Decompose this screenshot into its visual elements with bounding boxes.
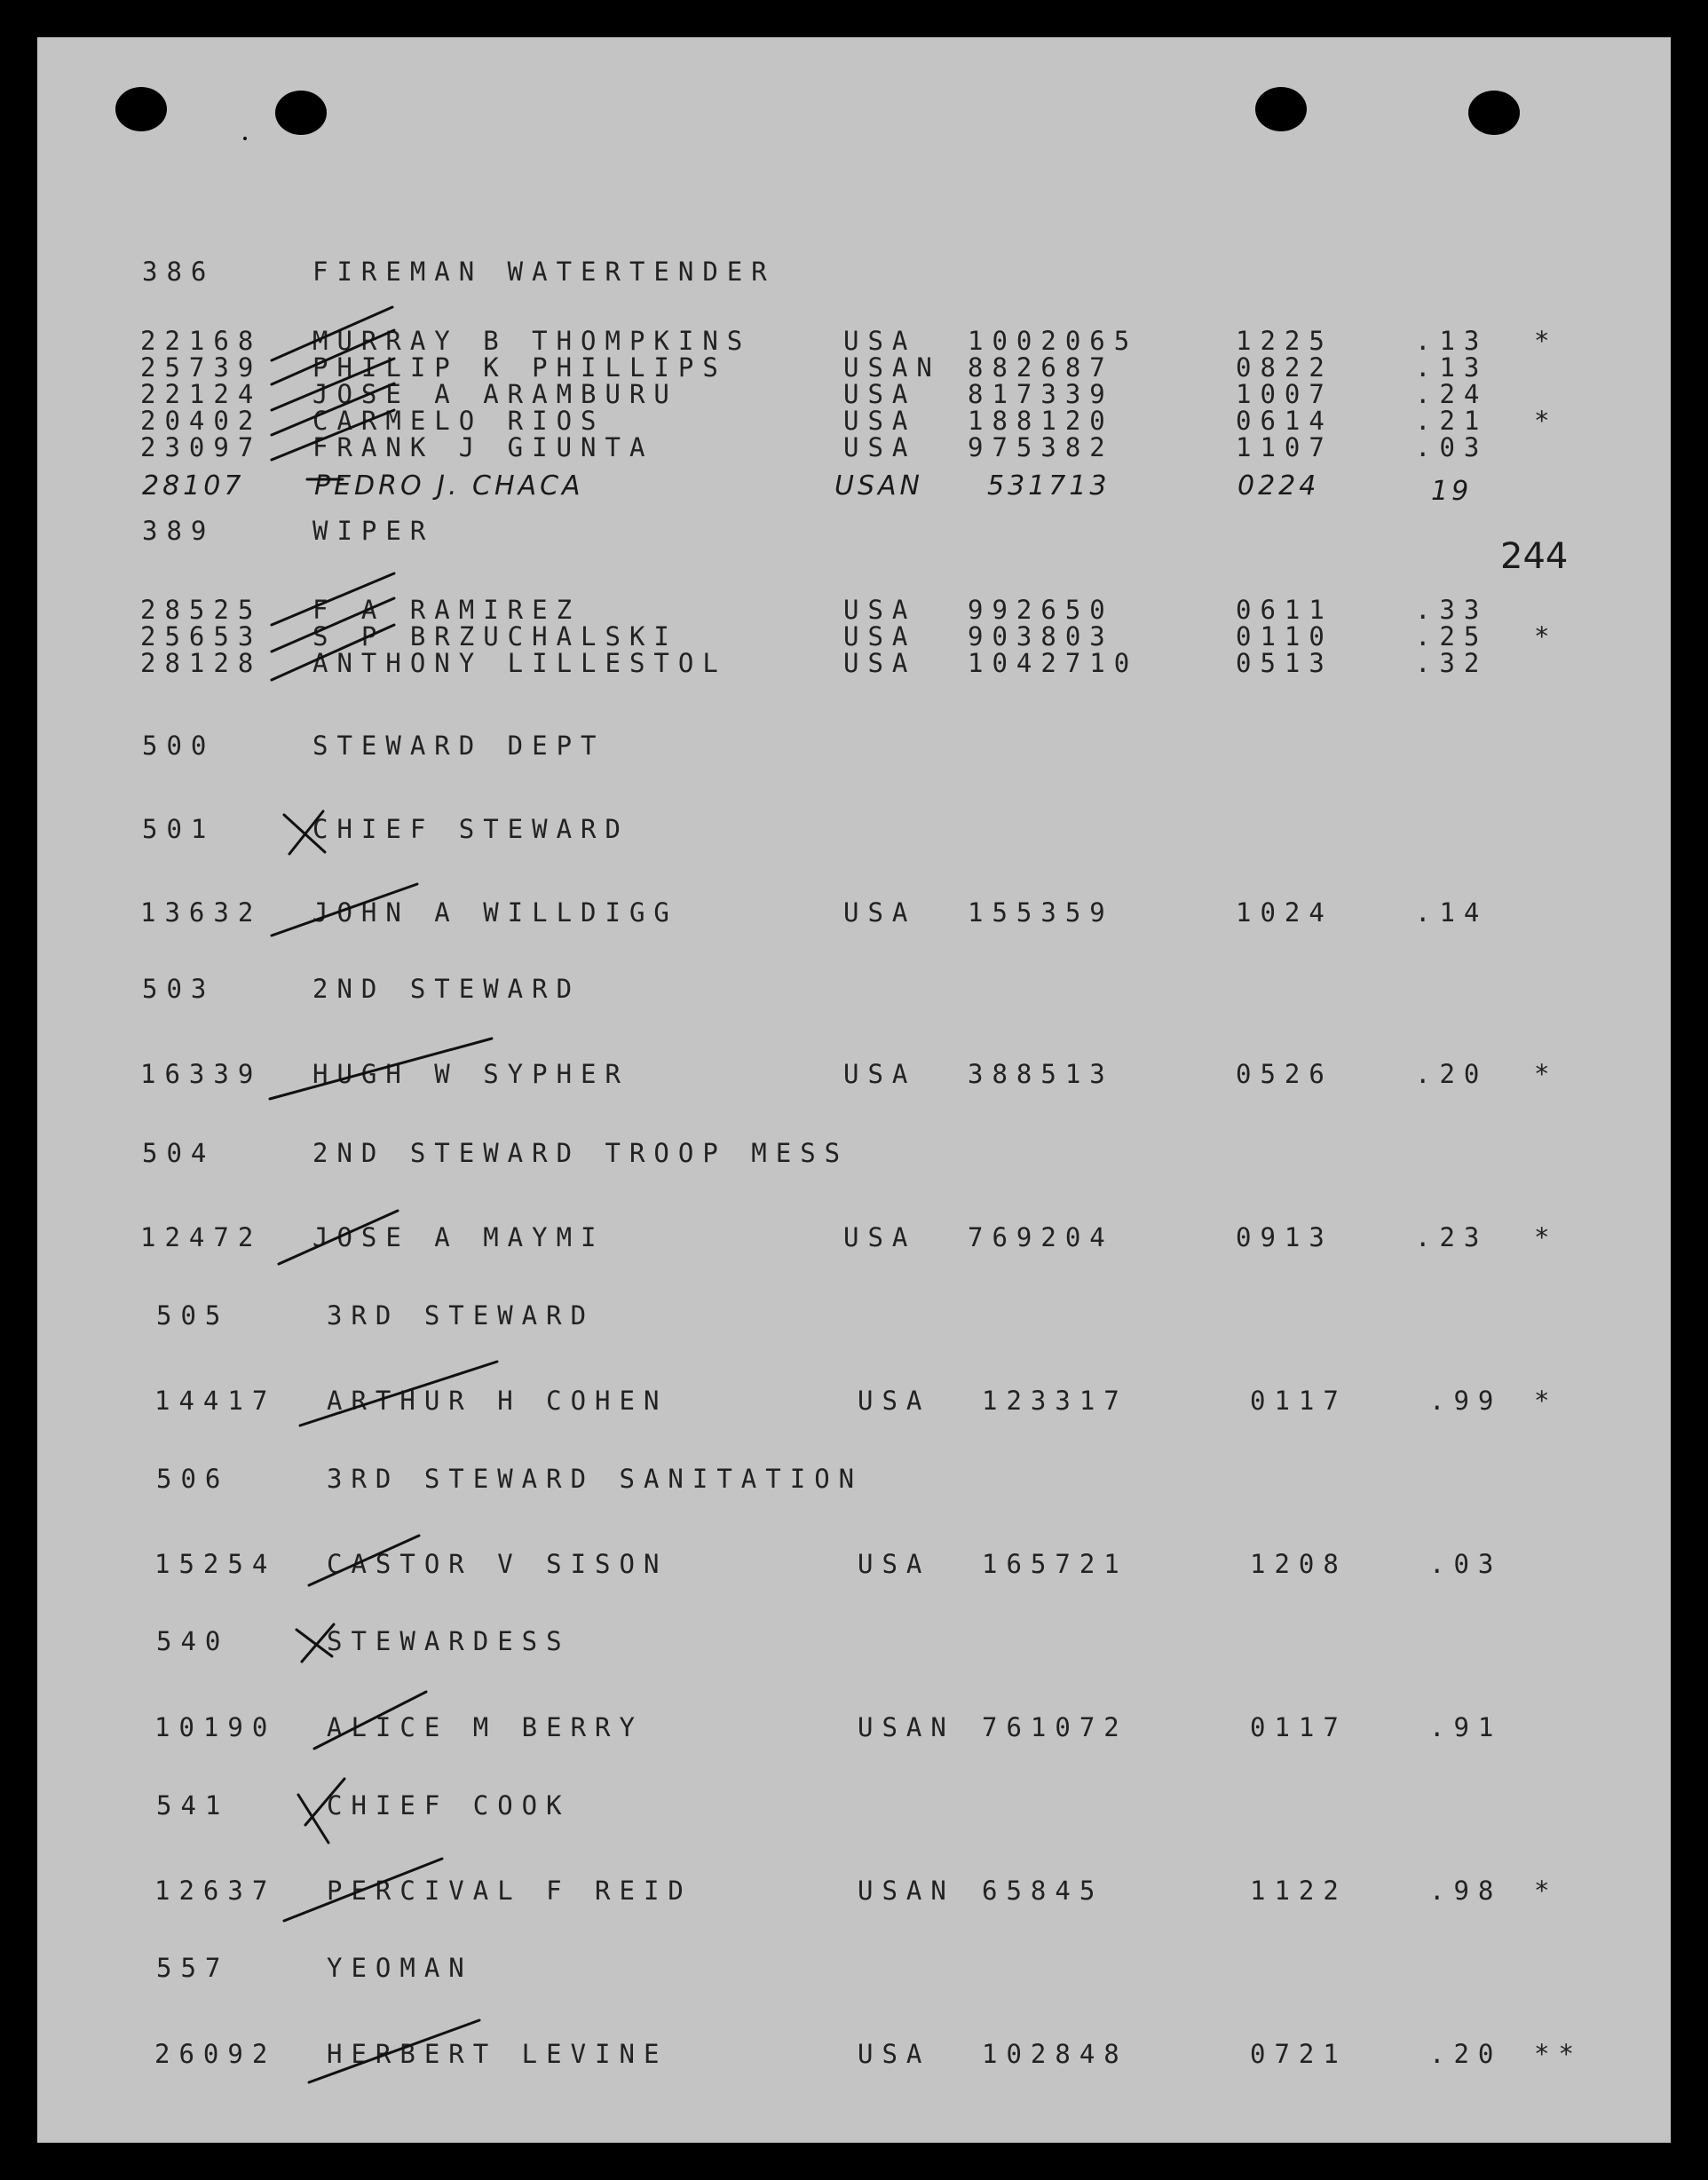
crew-date: 1208 (1250, 1549, 1348, 1579)
crew-nationality: USA (843, 1059, 917, 1089)
strike-line (272, 307, 392, 360)
crew-number: 165721 (982, 1549, 1128, 1579)
crew-id: 13632 (140, 897, 263, 928)
section-code: 386 (142, 257, 216, 287)
section-code: 500 (142, 731, 216, 761)
crew-nationality: USA (843, 406, 917, 436)
crew-name: ARTHUR H COHEN (327, 1386, 668, 1416)
section-title: 3RD STEWARD (327, 1300, 596, 1331)
crew-number: 817339 (968, 379, 1114, 409)
crew-value: .13 (1415, 326, 1489, 356)
crew-date: 1122 (1250, 1876, 1348, 1906)
crew-value: .25 (1415, 621, 1489, 652)
crew-number: 1002065 (968, 326, 1139, 356)
handwritten-nationality: USAN (834, 470, 923, 502)
crew-value: .33 (1415, 595, 1489, 625)
crew-nationality: USA (843, 897, 917, 928)
strike-line (300, 1362, 497, 1426)
crew-number: 155359 (968, 897, 1114, 928)
crew-nationality: USA (843, 379, 917, 409)
crew-id: 23097 (140, 432, 263, 462)
crew-name: MURRAY B THOMPKINS (312, 326, 752, 356)
crew-value: .23 (1415, 1222, 1489, 1252)
crew-nationality: USA (843, 1222, 917, 1252)
crew-value: .98 (1429, 1876, 1503, 1906)
strike-line (272, 330, 394, 384)
crew-value: .13 (1415, 352, 1489, 383)
crew-value: .14 (1415, 897, 1489, 928)
strike-line (272, 625, 394, 680)
crew-number: 769204 (968, 1222, 1114, 1252)
crew-name: JOSE A MAYMI (312, 1222, 605, 1252)
crew-date: 0913 (1236, 1222, 1333, 1252)
strike-line (272, 383, 394, 435)
section-title: YEOMAN (327, 1953, 473, 1983)
crew-number: 188120 (968, 406, 1114, 436)
crew-nationality: USAN (843, 352, 941, 383)
crew-date: 0117 (1250, 1386, 1348, 1416)
strike-line (272, 598, 394, 652)
crew-date: 0526 (1236, 1059, 1333, 1089)
section-title: 2ND STEWARD TROOP MESS (312, 1138, 850, 1168)
crew-name: PERCIVAL F REID (327, 1876, 692, 1906)
asterisk-mark: * (1534, 1222, 1559, 1252)
crew-date: 1225 (1236, 326, 1333, 356)
crew-date: 0822 (1236, 352, 1333, 383)
crew-number: 65845 (982, 1876, 1104, 1906)
crew-name: S P BRZUCHALSKI (312, 621, 678, 652)
crew-number: 102848 (982, 2039, 1128, 2069)
crew-name: F A RAMIREZ (312, 595, 581, 625)
crew-id: 14417 (154, 1386, 277, 1416)
strike-line (279, 1211, 398, 1264)
crew-value: .24 (1415, 379, 1489, 409)
crew-nationality: USAN (858, 1712, 955, 1742)
crew-name: ANTHONY LILLESTOL (312, 648, 727, 678)
crew-name: JOHN A WILLDIGG (312, 897, 678, 928)
crew-date: 0117 (1250, 1712, 1348, 1742)
section-title: CHIEF STEWARD (312, 814, 629, 844)
strike-line (314, 1692, 426, 1749)
crew-date: 1007 (1236, 379, 1333, 409)
crew-id: 12637 (154, 1876, 277, 1906)
crew-date: 0611 (1236, 595, 1333, 625)
asterisk-mark: * (1534, 621, 1559, 652)
section-code: 557 (156, 1953, 230, 1983)
crew-value: .91 (1429, 1712, 1503, 1742)
x-mark (305, 1779, 344, 1825)
section-code: 501 (142, 814, 216, 844)
strike-line (272, 573, 394, 625)
asterisk-mark: * (1534, 1059, 1559, 1089)
crew-id: 22124 (140, 379, 263, 409)
handwritten-value: 19 (1431, 476, 1473, 507)
crew-number: 123317 (982, 1386, 1128, 1416)
asterisk-mark: * (1534, 1386, 1559, 1416)
crew-name: ALICE M BERRY (327, 1712, 644, 1742)
crew-name: HUGH W SYPHER (312, 1059, 629, 1089)
crew-nationality: USA (858, 2039, 931, 2069)
crew-nationality: USA (858, 1549, 931, 1579)
crew-value: .21 (1415, 406, 1489, 436)
crew-nationality: USA (843, 432, 917, 462)
crew-id: 22168 (140, 326, 263, 356)
crew-id: 26092 (154, 2039, 277, 2069)
crew-number: 1042710 (968, 648, 1139, 678)
strike-line (309, 1536, 419, 1585)
handwritten-number: 531713 (987, 470, 1111, 502)
crew-nationality: USA (858, 1386, 931, 1416)
crew-id: 10190 (154, 1712, 277, 1742)
crew-date: 0110 (1236, 621, 1333, 652)
crew-id: 28525 (140, 595, 263, 625)
strike-line (272, 359, 394, 410)
crew-value: .03 (1429, 1549, 1503, 1579)
crew-id: 16339 (140, 1059, 263, 1089)
crew-date: 0721 (1250, 2039, 1348, 2069)
crew-value: .32 (1415, 648, 1489, 678)
crew-value: .20 (1429, 2039, 1503, 2069)
crew-id: 25653 (140, 621, 263, 652)
x-mark (302, 1624, 334, 1662)
strike-line (272, 884, 417, 936)
crew-name: JOSE A ARAMBURU (312, 379, 678, 409)
crew-number: 761072 (982, 1712, 1128, 1742)
section-code: 505 (156, 1300, 230, 1331)
section-code: 389 (142, 516, 216, 546)
crew-id: 28128 (140, 648, 263, 678)
crew-number: 992650 (968, 595, 1114, 625)
page-number: 244 (1500, 536, 1569, 577)
crew-nationality: USA (843, 648, 917, 678)
strike-line (309, 2020, 479, 2082)
asterisk-mark: * (1534, 326, 1559, 356)
crew-date: 0513 (1236, 648, 1333, 678)
handwritten-id: 28107 (142, 470, 245, 502)
crew-nationality: USA (843, 595, 917, 625)
crew-name: PHILIP K PHILLIPS (312, 352, 727, 383)
strike-line (270, 1039, 492, 1099)
crew-number: 882687 (968, 352, 1114, 383)
section-title: STEWARDESS (327, 1626, 571, 1656)
crew-value: .20 (1415, 1059, 1489, 1089)
crew-number: 388513 (968, 1059, 1114, 1089)
crew-nationality: USAN (858, 1876, 955, 1906)
section-code: 503 (142, 974, 216, 1004)
handwritten-name: PEDRO J. CHACA (314, 470, 584, 502)
strike-line (284, 1859, 442, 1921)
crew-date: 1024 (1236, 897, 1333, 928)
crew-date: 1107 (1236, 432, 1333, 462)
section-title: 3RD STEWARD SANITATION (327, 1464, 864, 1494)
asterisk-mark: ** (1534, 2039, 1583, 2069)
section-title: CHIEF COOK (327, 1790, 571, 1821)
handwritten-date: 0224 (1238, 470, 1320, 502)
section-code: 504 (142, 1138, 216, 1168)
crew-name: CARMELO RIOS (312, 406, 605, 436)
crew-value: .99 (1429, 1386, 1503, 1416)
crew-id: 12472 (140, 1222, 263, 1252)
crew-number: 903803 (968, 621, 1114, 652)
crew-id: 15254 (154, 1549, 277, 1579)
crew-date: 0614 (1236, 406, 1333, 436)
section-title: WIPER (312, 516, 435, 546)
strike-line (272, 410, 394, 460)
section-code: 541 (156, 1790, 230, 1821)
crew-name: FRANK J GIUNTA (312, 432, 654, 462)
section-title: STEWARD DEPT (312, 731, 605, 761)
crew-value: .03 (1415, 432, 1489, 462)
section-code: 506 (156, 1464, 230, 1494)
section-code: 540 (156, 1626, 230, 1656)
section-title: FIREMAN WATERTENDER (312, 257, 776, 287)
crew-id: 20402 (140, 406, 263, 436)
crew-name: CASTOR V SISON (327, 1549, 668, 1579)
asterisk-mark: * (1534, 406, 1559, 436)
crew-id: 25739 (140, 352, 263, 383)
crew-name: HERBERT LEVINE (327, 2039, 668, 2069)
asterisk-mark: * (1534, 1876, 1559, 1906)
crew-nationality: USA (843, 621, 917, 652)
crew-nationality: USA (843, 326, 917, 356)
section-title: 2ND STEWARD (312, 974, 581, 1004)
crew-number: 975382 (968, 432, 1114, 462)
